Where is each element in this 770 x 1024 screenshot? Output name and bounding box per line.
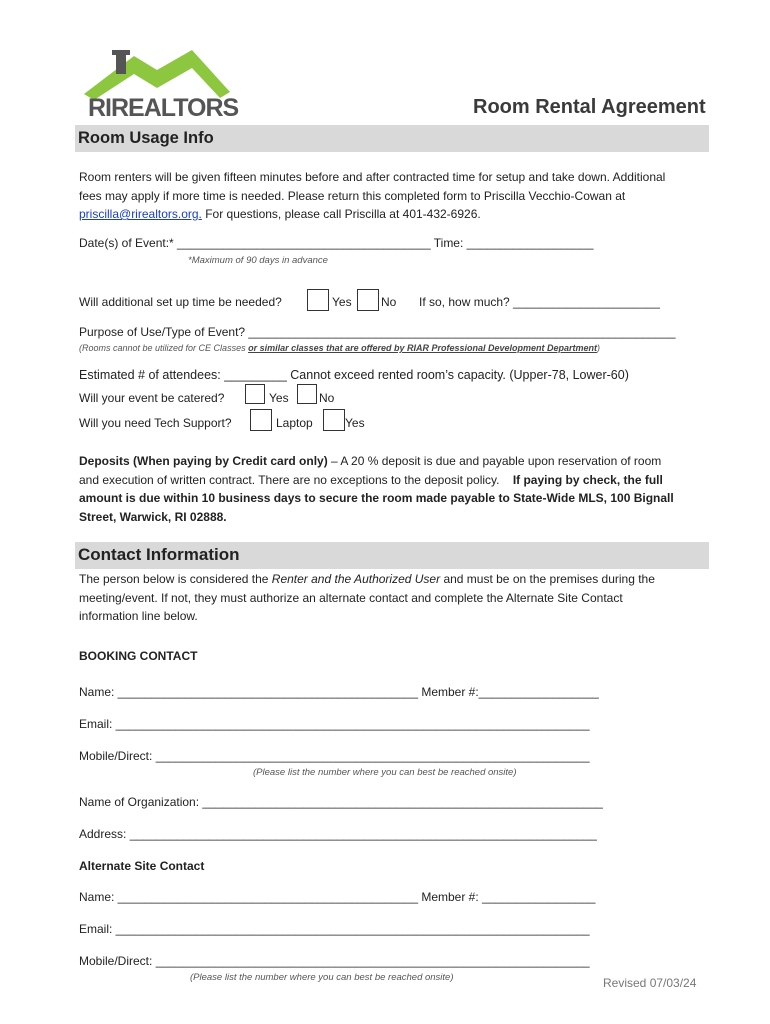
logo — [82, 48, 239, 124]
address-field[interactable]: Address: ______________________________________________________________________ — [79, 827, 597, 841]
setup-no-label: No — [381, 295, 397, 309]
deposit-line-1-rest: – A 20 % deposit is due and payable upon reservation of room — [327, 454, 662, 468]
booking-name-field[interactable]: Name: _____________________________________________ Member #:__________________ — [79, 685, 599, 699]
tech-laptop-label: Laptop — [276, 416, 313, 430]
catered-yes-checkbox[interactable] — [245, 384, 265, 404]
deposit-line-3: amount is due within 10 business days to secure the room made payable to State-Wide MLS, 100 Bignall — [79, 491, 674, 505]
attendees-field[interactable]: Estimated # of attendees: _________ Cannot exceed rented room’s capacity. (Upper-78, Lower-60) — [79, 368, 629, 382]
alternate-mobile-field[interactable]: Mobile/Direct: _________________________________________________________________ — [79, 954, 590, 968]
intro-paragraph — [79, 168, 709, 224]
setup-yes-label: Yes — [332, 295, 352, 309]
section-title-usage: Room Usage Info — [78, 129, 214, 147]
booking-mobile-field[interactable]: Mobile/Direct: _________________________________________________________________ — [79, 749, 590, 763]
setup-question: Will additional set up time be needed? — [79, 295, 282, 309]
contact-paragraph — [79, 570, 709, 626]
revised-date: Revised 07/03/24 — [603, 976, 697, 990]
contact-line-3: information line below. — [79, 609, 198, 623]
purpose-note-b: or similar classes that are offered by RIAR Professional Development Department — [248, 343, 598, 353]
setup-howmuch-field[interactable]: If so, how much? ______________________ — [419, 295, 660, 309]
purpose-note-a: (Rooms cannot be utilized for CE Classes — [79, 343, 249, 353]
purpose-note — [79, 343, 600, 353]
purpose-note-c: ) — [597, 343, 601, 353]
contact-line-1c: and must be on the premises during the — [440, 572, 655, 586]
page-title: Room Rental Agreement — [473, 96, 706, 118]
purpose-field[interactable]: Purpose of Use/Type of Event? ________________________________________________________________ — [79, 325, 676, 339]
dates-note: *Maximum of 90 days in advance — [188, 255, 328, 266]
intro-line-3-rest: For questions, please call Priscilla at 401-432-6926. — [201, 207, 481, 221]
catered-no-checkbox[interactable] — [297, 384, 317, 404]
contact-line-1b: Renter and the Authorized User — [271, 572, 441, 586]
contact-line-2: meeting/event. If not, they must authorize an alternate contact and complete the Alternate Site Contact — [79, 590, 623, 605]
setup-yes-checkbox[interactable] — [307, 289, 329, 311]
booking-title: BOOKING CONTACT — [79, 649, 198, 663]
contact-line-1a: The person below is considered the — [79, 572, 272, 586]
catered-yes-label: Yes — [269, 391, 289, 405]
logo-wordmark: RIREALTORS — [88, 94, 239, 122]
deposit-line-2b: If paying by check, the full — [512, 472, 663, 487]
setup-no-checkbox[interactable] — [357, 289, 379, 311]
booking-mobile-note: (Please list the number where you can best be reached onsite) — [253, 767, 517, 778]
deposit-paragraph — [79, 452, 709, 526]
alternate-email-field[interactable]: Email: _______________________________________________________________________ — [79, 922, 590, 936]
catered-question: Will your event be catered? — [79, 391, 225, 405]
alternate-name-field[interactable]: Name: _____________________________________________ Member #: _________________ — [79, 890, 596, 904]
intro-line-1: Room renters will be given fifteen minutes before and after contracted time for setup and take down. Additional — [79, 170, 666, 184]
email-link[interactable]: priscilla@rirealtors.org. — [79, 207, 202, 221]
intro-line-2: fees may apply if more time is needed. Please return this completed form to Priscilla Vecchio-Cowan at — [79, 188, 626, 203]
contact-line-1 — [79, 570, 709, 589]
tech-yes-label: Yes — [345, 416, 365, 430]
alternate-mobile-note: (Please list the number where you can best be reached onsite) — [190, 972, 454, 983]
organization-field[interactable]: Name of Organization: ____________________________________________________________ — [79, 795, 603, 809]
alternate-title: Alternate Site Contact — [79, 859, 205, 873]
deposit-line-4: Street, Warwick, RI 02888. — [79, 509, 227, 524]
intro-line-3 — [79, 205, 709, 224]
deposit-line-2 — [79, 471, 709, 490]
deposit-line-1 — [79, 452, 709, 471]
deposit-heading: Deposits (When paying by Credit card only) — [79, 454, 328, 468]
tech-yes-checkbox[interactable] — [323, 409, 345, 431]
deposit-line-2a: and execution of written contract. There are no exceptions to the deposit policy. — [79, 472, 500, 487]
booking-email-field[interactable]: Email: _______________________________________________________________________ — [79, 717, 590, 731]
catered-no-label: No — [319, 391, 335, 405]
dates-field[interactable]: Date(s) of Event:* ______________________________________ Time: ___________________ — [79, 236, 594, 250]
tech-question: Will you need Tech Support? — [79, 416, 232, 430]
tech-laptop-checkbox[interactable] — [250, 409, 272, 431]
section-title-contact: Contact Information — [78, 545, 240, 564]
